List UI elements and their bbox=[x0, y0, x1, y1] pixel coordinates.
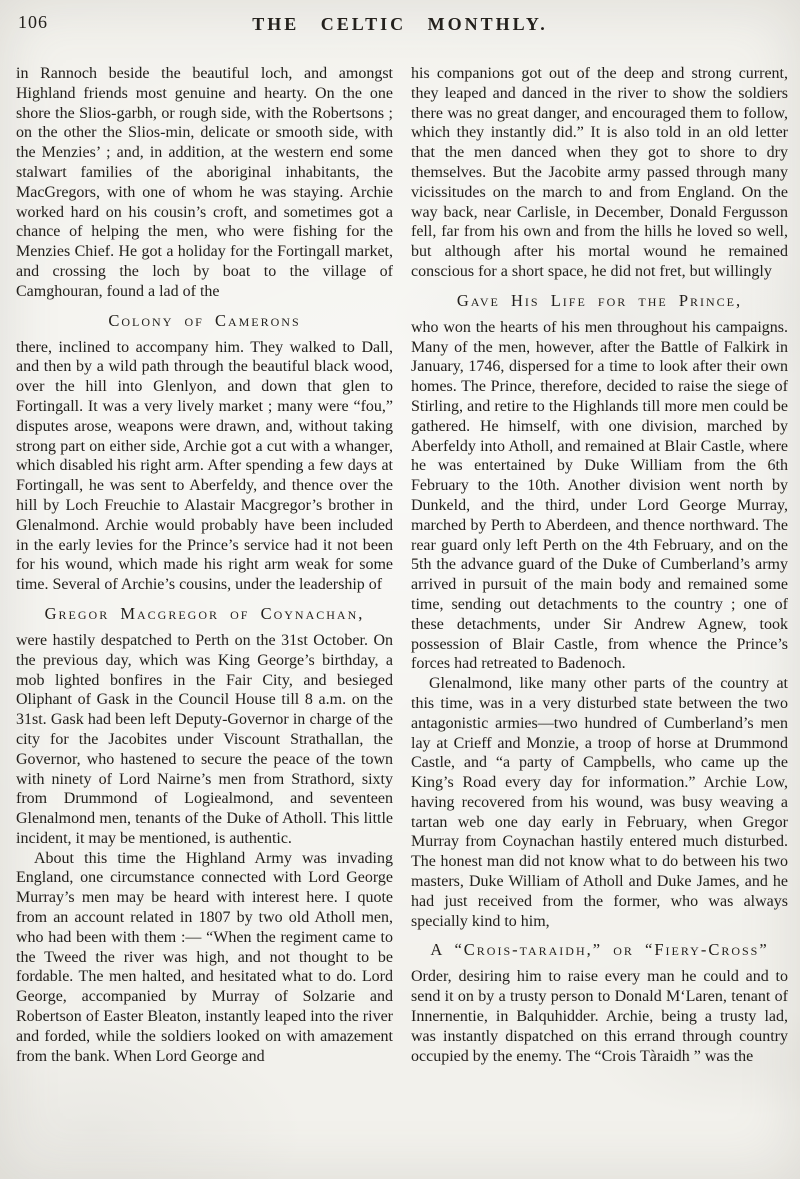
section-heading: Gave His Life for the Prince, bbox=[456, 290, 743, 310]
paragraph: were hastily despatched to Perth on the 31st October. On the previous day, which was King George’s birthday, a mob lighted bonfires in the Fair City, and besieged Oliphant of Gask in the Council House till 8 a.m. on the 31st. Gask had been left Deputy-Governor in charge of the city for the Jacobites under Viscount Strathallan, the Governor, who hastened to secure the peace of the town with ninety of Lord Nairne’s men from Strathord, sixty from Drummond of Logiealmond, and seventeen Glenalmond men, tenants of the Duke of Atholl. This little incident, it may be mentioned, is authentic. bbox=[16, 631, 393, 847]
page-number: 106 bbox=[18, 12, 48, 32]
section-heading: Colony of Camerons bbox=[108, 310, 301, 330]
paragraph: his companions got out of the deep and strong current, they leaped and danced in the river to show the soldiers there was no great danger, and encouraged them to follow, which they instantly did.” It is also told in an old letter that the men danced when they got to shore to dry themselves. But the Jacobite army passed through many vicissitudes on the march to and from England. On the way back, near Carlisle, in December, Donald Fergusson fell, far from his own and from the hills he loved so well, but although after his mortal wound he remained conscious for a short space, he did not fret, but willingly bbox=[411, 65, 788, 280]
section-heading: Gregor Macgregor of Coynachan, bbox=[44, 603, 365, 623]
column-right bbox=[411, 64, 788, 1066]
section-heading: A “Crois-taraidh,” or “Fiery-Cross” bbox=[430, 940, 769, 960]
page-body bbox=[0, 60, 800, 1066]
paragraph: in Rannoch beside the beautiful loch, and amongst Highland friends most genuine and hearty. On the one shore the Slios-garbh, or rough side, with the Robertsons ; on the other the Slios-min, delicate or smooth side, with the Menzies’ ; and, in addition, at the western end some stalwart families of the aboriginal inhabitants, the MacGregors, with one of whom he was staying. Archie worked hard on his cousin’s croft, and sometimes got a chance of helping the men, who were fishing for the Menzies Chief. He got a holiday for the Fortingall market, and crossing the loch by boat to the village of Camghouran, found a lad of the bbox=[16, 65, 393, 300]
page-title: THE CELTIC MONTHLY. bbox=[252, 14, 548, 34]
paragraph: who won the hearts of his men throughout his campaigns. Many of the men, however, after the Battle of Falkirk in January, 1746, dispersed for a time to look after their own homes. The Prince, therefore, decided to raise the siege of Stirling, and retire to the Highlands till more men could be gathered. He himself, with one division, marched by Aberfeldy into Atholl, and remained at Blair Castle, where he was entertained by Duke William from the 6th February to the 10th. Another division went north by Dunkeld, and the third, under Lord George Murray, marched by Perth to Aberdeen, and thence northward. The rear guard only left Perth on the 4th February, and on the 5th the advance guard of the Duke of Cumberland’s army arrived in pursuit of the main body and remained some time, sending out detachments to the country ; one of these detachments, under Sir Andrew Agnew, took possession of Blair Castle, from whence the Prince’s forces had retreated to Badenoch. bbox=[411, 318, 788, 673]
paragraph: Order, desiring him to raise every man he could and to send it on by a trusty person to Donald M‘Laren, tenant of Innernentie, in Balquhidder. Archie, being a trusty lad, was instantly dispatched on this errand through country occupied by the enemy. The “Crois Tàraidh ” was the bbox=[411, 968, 788, 1065]
paragraph: About this time the Highland Army was invading England, one circumstance connected with Lord George Murray’s men may be heard with interest here. I quote from an account related in 1807 by two old Atholl men, who had been with them :— “When the regiment came to the Tweed the river was high, and not thought to be fordable. The men halted, and hesitated what to do. Lord George, accompanied by Murray of Solzarie and Robertson of Easter Bleaton, instantly leaped into the river and forded, while the soldiers looked on with amazement from the bank. When Lord George and bbox=[16, 849, 393, 1065]
paragraph: Glenalmond, like many other parts of the country at this time, was in a very disturbed state between the two antagonistic armies—two hundred of Cumberland’s men lay at Crieff and Monzie, a troop of horse at Drummond Castle, and “a party of Campbells, who came up the King’s Road every day for information.” Archie Low, having recovered from his wound, was busy weaving a tartan web one day early in February, when Gregor Murray from Coynachan hastily entered much disturbed. The honest man did not know what to do between his two masters, Duke William of Atholl and Duke James, and he had just received from the former, who was always specially kind to him, bbox=[411, 675, 788, 930]
column-left bbox=[16, 64, 393, 1066]
paragraph: there, inclined to accompany him. They walked to Dall, and then by a wild path through the beautiful black wood, over the hill into Glenlyon, and down that glen to Fortingall. It was a very lively market ; many were “fou,” disputes arose, weapons were drawn, and, without taking strong part on either side, Archie got a cut with a whanger, which disabled his right arm. After spending a few days at Fortingall, he was sent to Aberfeldy, and thence over the hill by Loch Freuchie to Alastair Macgregor’s brother in Glenalmond. Archie would probably have been included in the early levies for the Prince’s service had it not been for his wound, which made his right arm weak for some time. Several of Archie’s cousins, under the leadership of bbox=[16, 338, 393, 594]
page-header bbox=[0, 0, 800, 60]
